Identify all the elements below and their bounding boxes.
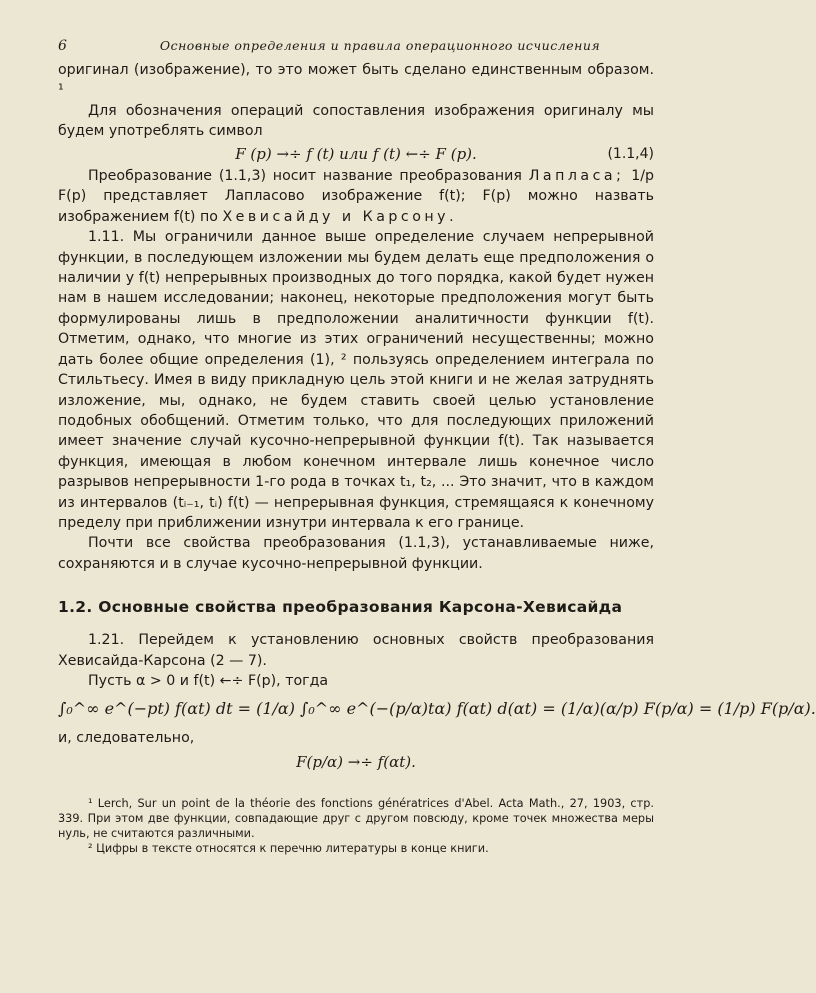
name-heaviside-carson: Хевисайду и Карсону. [222,208,458,225]
section-text [58,630,816,772]
footnote-1: ¹ Lerch, Sur un point de la théorie des fonctions génératrices d'Abel. Acta Math., 27, 1903, стр. 339. При этом две функции, совпадающие друг с другом повсюду, кроме точек множества меры нуль, не считаются различными. [58,796,654,840]
laplace-text-b: 1/p F(p) представляет Лапласово изображение f(t); F(p) можно назвать изображением f(t) по [58,168,655,225]
laplace-text-a: Преобразование (1.1,3) носит название преобразования [88,168,522,185]
name-laplace: Лапласа; [528,168,625,185]
paragraph-let: Пусть α > 0 и f(t) ←÷ F(p), тогда [88,672,329,689]
paragraph-continuation: оригинал (изображение), то это может быть сделано единственным образом. ¹ [58,62,654,99]
paragraph-symbol-intro: Для обозначения операций сопоставления изображения оригиналу мы будем употреблять символ [58,102,654,140]
formula-1: F (p) →÷ f (t) или f (t) ←÷ F (p). [235,144,477,163]
section-heading: 1.2. Основные свойства преобразования Карсона-Хевисайда [58,598,623,617]
footnote-2: ² Цифры в тексте относятся к перечню литературы в конце книги. [88,841,489,855]
paragraph-1-11: 1.11. Мы ограничили данное выше определение случаем непрерывной функции, в последующем изложении мы будем делать еще предположения о наличии у f(t) непрерывных производных до того порядка, какой будет нужен нам в нашем исследовании; наконец, некоторые предположения могут быть формулированы лишь в предположении аналитичности функции f(t). Отметим, однако, что многие из этих ограничений несущественны; можно дать более общие определения (1), ² пользуясь определением интеграла по Стильтьесу. Имея в виду прикладную цель этой книги и не желая затруднять изложение, мы, однако, не будем ставить своей целью установление подобных обобщений. Отметим только, что для последующих приложений имеет значение случай кусочно-непрерывной функции f(t). Так называется функция, имеющая в любом конечном интервале лишь конечное число разрывов непрерывности 1-го рода в точках t₁, t₂, ... Это значит, что в каждом из интервалов (tᵢ₋₁, tᵢ) f(t) — непрерывная функция, стремящаяся к конечному пределу при приближении изнутри интервала к его границе. [58,229,654,531]
page-header [58,38,654,60]
paragraph-consequently: и, следовательно, [58,729,195,746]
formula-integral: ∫₀^∞ e^(−pt) f(αt) dt = (1/α) ∫₀^∞ e^(−(p/α)tα) f(αt) d(αt) = (1/α)(α/p) F(p/α) = (1/p) F(p/α). [58,699,816,719]
formula-correspondence [58,144,654,164]
footnotes [58,795,654,856]
paragraph-properties: Почти все свойства преобразования (1.1,3), устанавливаемые ниже, сохраняются и в случае кусочно-непрерывной функции. [58,535,654,572]
paragraph-1-21: 1.21. Перейдем к установлению основных свойств преобразования Хевисайда-Карсона (2 — 7). [58,632,654,669]
running-title: Основные определения и правила операционного исчисления [159,38,601,53]
page-number: 6 [58,38,67,54]
formula-similarity: F(p/α) →÷ f(αt). [296,753,416,772]
equation-number: (1.1,4) [607,145,654,162]
paragraph-laplace [58,166,654,227]
main-text [58,60,654,574]
